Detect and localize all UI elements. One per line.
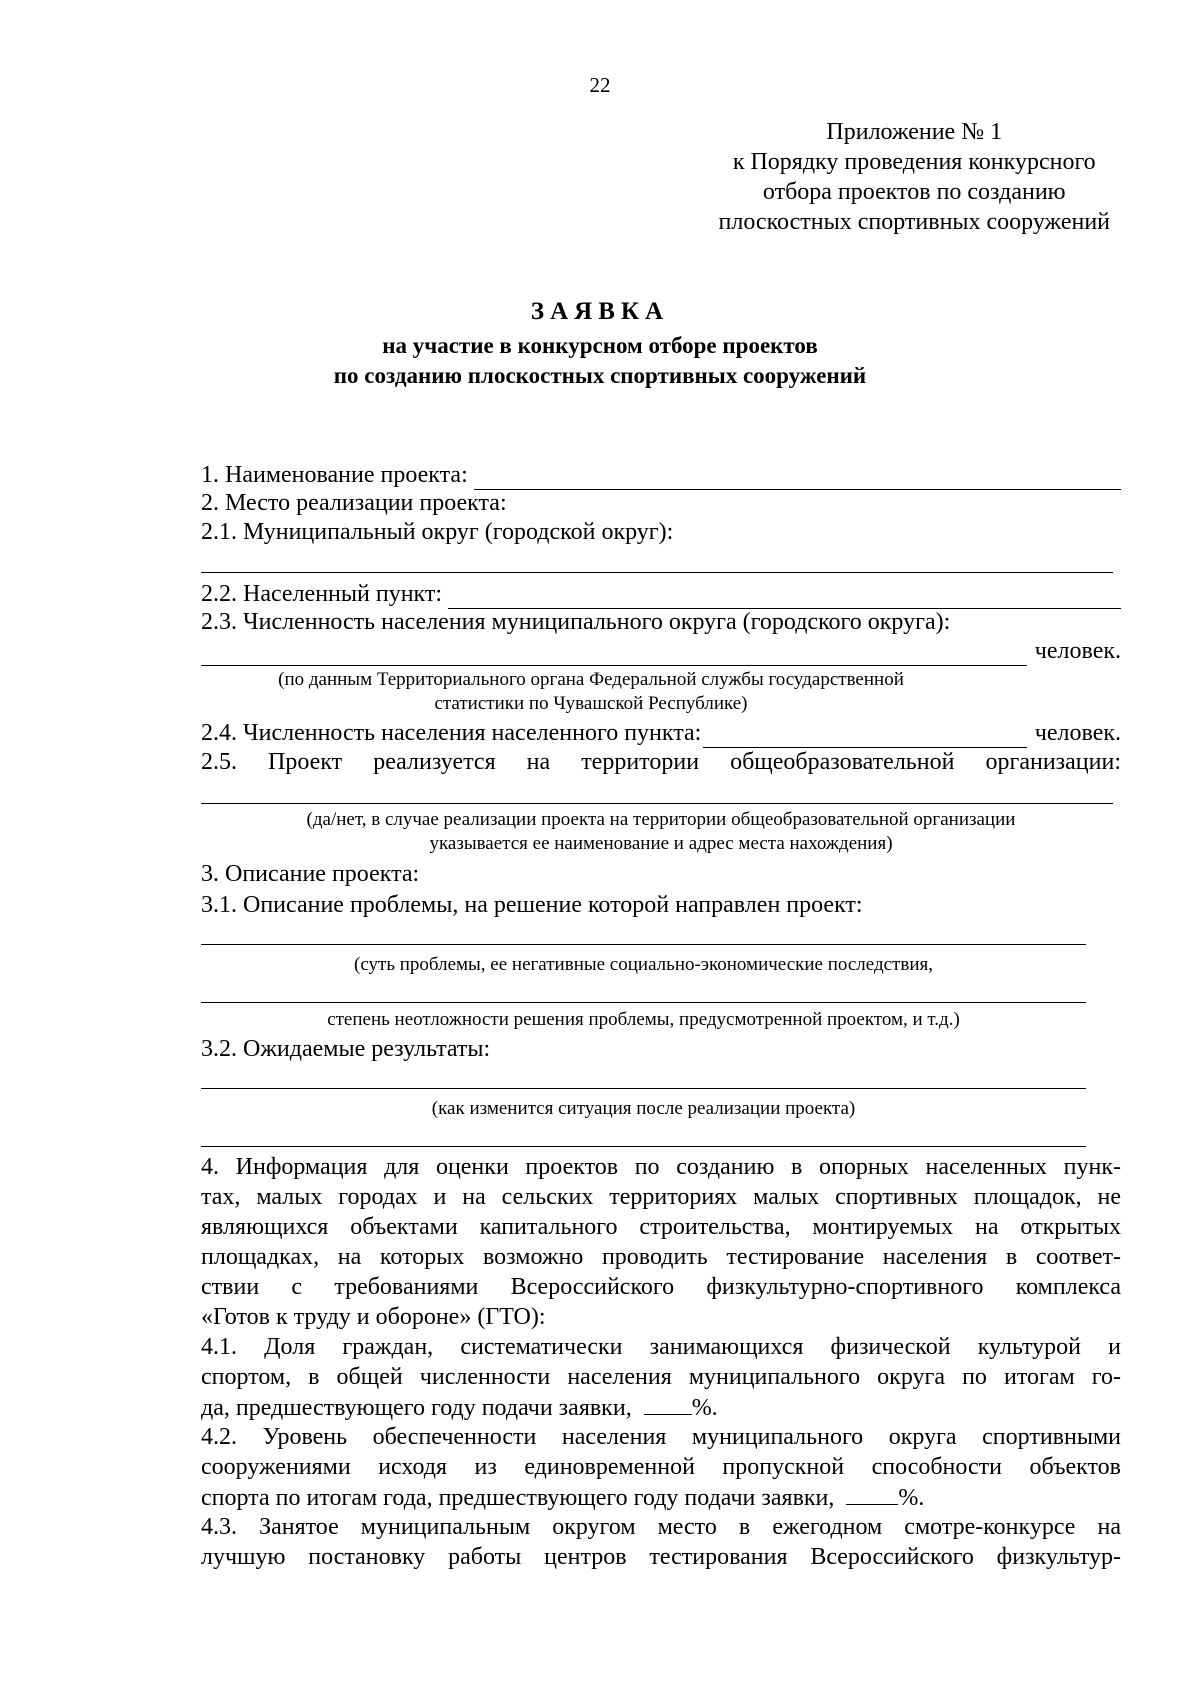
settlement-population-row: [201, 718, 1121, 748]
note-line: (да/нет, в случае реализации проекта на территории общеобразовательной организации: [306, 809, 1016, 830]
school-territory-label: 2.5. Проект реализуется на территории общеобразовательной организации:: [201, 749, 1121, 775]
item4-1-line: спортом, в общей численности населения муниципального округа по итогам го-: [201, 1364, 1121, 1390]
municipal-district-label: 2.1. Муниципальный округ (городской округ):: [201, 519, 674, 545]
item4-2-line: 4.2. Уровень обеспеченности населения муниципального округа спортивными: [201, 1424, 1121, 1450]
problem-description-label: 3.1. Описание проблемы, на решение которой направлен проект:: [201, 892, 863, 918]
settlement-label: 2.2. Населенный пункт:: [201, 581, 443, 607]
item4-1-last-line: [201, 1392, 1121, 1423]
section4-line: являющихся объектами капитального строительства, монтируемых на открытых: [201, 1214, 1121, 1240]
settlement-population-field[interactable]: [703, 725, 1026, 748]
appendix-line: к Порядку проведения конкурсного: [732, 149, 1096, 175]
appendix-line: отбора проектов по созданию: [762, 179, 1066, 205]
problem-note-2: степень неотложности решения проблемы, предусмотренной проектом, и т.д.): [327, 1009, 960, 1030]
district-population-field[interactable]: [201, 643, 1027, 666]
note-line: статистики по Чувашской Республике): [434, 693, 748, 714]
project-place-heading: 2. Место реализации проекта:: [201, 490, 507, 516]
percent-sign: %.: [898, 1485, 925, 1511]
school-territory-note: [201, 808, 1121, 856]
item4-2-line: сооружениями исходя из единовременной пропускной способности объектов: [201, 1454, 1121, 1480]
item4-3-line: 4.3. Занятое муниципальным округом место в ежегодном смотре-конкурсе на: [201, 1514, 1121, 1540]
people-unit: человек.: [1034, 720, 1121, 746]
project-name-field[interactable]: [474, 467, 1121, 490]
expected-results-note: (как изменится ситуация после реализации проекта): [431, 1098, 856, 1119]
settlement-row: [201, 579, 1121, 609]
project-name-label: 1. Наименование проекта:: [201, 462, 468, 488]
section4-line: 4. Информация для оценки проектов по созданию в опорных населенных пунк-: [201, 1154, 1121, 1180]
settlement-population-label: 2.4. Численность населения населенного пункта:: [201, 720, 702, 746]
item4-1-text: да, предшествующего году подачи заявки,: [201, 1395, 632, 1421]
document-subtitle-line-1: на участие в конкурсном отборе проектов: [382, 333, 818, 358]
percent-sign: %.: [691, 1395, 718, 1421]
section4-line: «Готов к труду и обороне» (ГТО):: [201, 1304, 546, 1330]
district-population-note: [201, 668, 981, 716]
problem-description-field-1[interactable]: [201, 944, 1086, 945]
section4-line: площадках, на которых возможно проводить тестирование населения в соответ-: [201, 1244, 1121, 1270]
expected-results-field-2[interactable]: [201, 1146, 1086, 1147]
document-title: ЗАЯВКА: [530, 298, 670, 325]
problem-note-1: (суть проблемы, ее негативные социально-экономические последствия,: [354, 954, 933, 975]
people-unit: человек.: [1034, 638, 1121, 664]
section4-line: ствии с требованиями Всероссийского физкультурно-спортивного комплекса: [201, 1274, 1121, 1300]
appendix-header: [719, 117, 1111, 237]
item4-2-last-line: [201, 1482, 1121, 1513]
appendix-line: плоскостных спортивных сооружений: [718, 209, 1110, 235]
municipal-district-field[interactable]: [201, 572, 1113, 573]
section4-line: тах, малых городах и на сельских территориях малых спортивных площадок, не: [201, 1184, 1121, 1210]
note-line: (по данным Территориального органа Федеральной службы государственной: [278, 669, 904, 690]
note-line: указывается ее наименование и адрес места нахождения): [429, 833, 893, 854]
project-description-heading: 3. Описание проекта:: [201, 861, 420, 887]
expected-results-label: 3.2. Ожидаемые результаты:: [201, 1036, 491, 1062]
settlement-field[interactable]: [448, 586, 1121, 609]
problem-description-field-2[interactable]: [201, 1002, 1086, 1003]
document-subtitle-line-2: по созданию плоскостных спортивных сооружений: [333, 363, 867, 388]
expected-results-field-1[interactable]: [201, 1088, 1086, 1089]
page-number: 22: [589, 73, 611, 97]
item4-1-line: 4.1. Доля граждан, систематически занимающихся физической культурой и: [201, 1334, 1121, 1360]
sports-share-field[interactable]: [644, 1392, 692, 1415]
school-territory-field[interactable]: [201, 803, 1113, 804]
appendix-line: Приложение № 1: [826, 119, 1003, 145]
item4-2-text: спорта по итогам года, предшествующего году подачи заявки,: [201, 1485, 835, 1511]
item4-3-line: лучшую постановку работы центров тестирования Всероссийского физкультур-: [201, 1544, 1121, 1570]
district-population-row: [201, 636, 1121, 666]
facilities-level-field[interactable]: [846, 1482, 898, 1505]
project-name-row: [201, 460, 1121, 490]
district-population-label: 2.3. Численность населения муниципального округа (городского округа):: [201, 609, 951, 635]
